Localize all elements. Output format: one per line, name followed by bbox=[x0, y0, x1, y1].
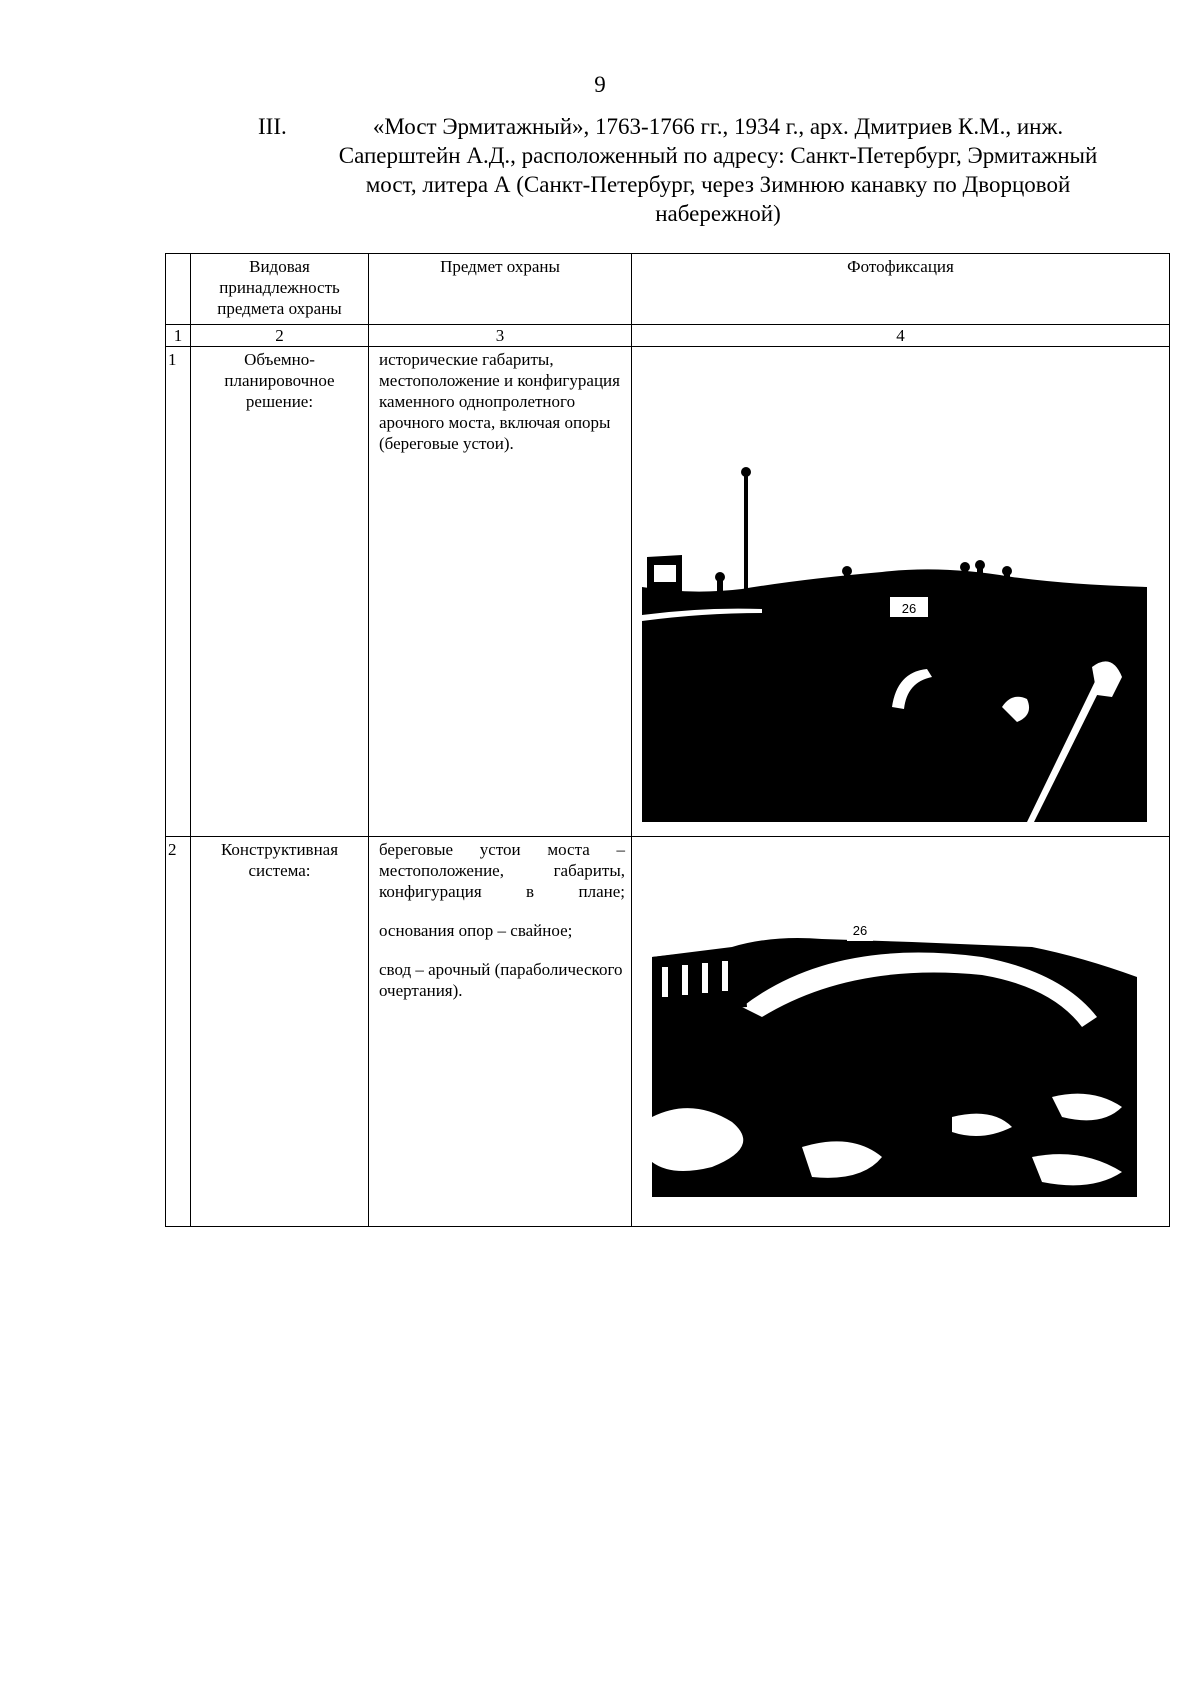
photo-cell bbox=[632, 347, 1170, 837]
header-cell-photo: Фотофиксация bbox=[632, 254, 1170, 325]
section-title: «Мост Эрмитажный», 1763-1766 гг., 1934 г., арх. Дмитриев К.М., инж. Саперштейн А.Д., расположенный по адресу: Санкт-Петербург, Эрмитажный мост, литера А (Санкт-Петербург, через Зимнюю канавку по Дворцовой набережной) bbox=[338, 114, 1098, 226]
row-number: 2 bbox=[166, 837, 191, 1227]
bridge-sign-number: 26 bbox=[901, 601, 917, 616]
photo-cell bbox=[632, 837, 1170, 1227]
row-type: Конструктивная система: bbox=[191, 837, 369, 1227]
column-number: 4 bbox=[632, 325, 1170, 347]
row-subject bbox=[369, 837, 632, 1227]
header-cell-type: Видовая принадлежность предмета охраны bbox=[191, 254, 369, 325]
page-number: 9 bbox=[594, 72, 606, 97]
section-number: III. bbox=[258, 114, 287, 139]
table-header-row bbox=[166, 254, 1170, 325]
row-number: 1 bbox=[166, 347, 191, 837]
row-subject bbox=[369, 347, 632, 837]
subject-item: исторические габариты, местоположение и конфигурация каменного однопролетного арочного моста, включая опоры (береговые устои). bbox=[379, 350, 620, 453]
protection-table bbox=[165, 253, 1170, 1227]
table-row bbox=[166, 347, 1170, 837]
header-cell-subject: Предмет охраны bbox=[369, 254, 632, 325]
bridge-photo-arch-view bbox=[652, 917, 1137, 1197]
column-number: 2 bbox=[191, 325, 369, 347]
table-row bbox=[166, 837, 1170, 1227]
subject-item: береговые устои моста – местоположение, габариты, конфигурация в плане; bbox=[379, 840, 625, 901]
column-number-row bbox=[166, 325, 1170, 347]
subject-item: свод – арочный (параболического очертания). bbox=[379, 960, 623, 1000]
column-number: 1 bbox=[166, 325, 191, 347]
column-number: 3 bbox=[369, 325, 632, 347]
subject-item: основания опор – свайное; bbox=[379, 921, 573, 940]
bridge-sign-number: 26 bbox=[852, 923, 868, 938]
bridge-photo-top-view bbox=[642, 437, 1147, 822]
row-type: Объемно-планировочное решение: bbox=[191, 347, 369, 837]
header-cell-index bbox=[166, 254, 191, 325]
